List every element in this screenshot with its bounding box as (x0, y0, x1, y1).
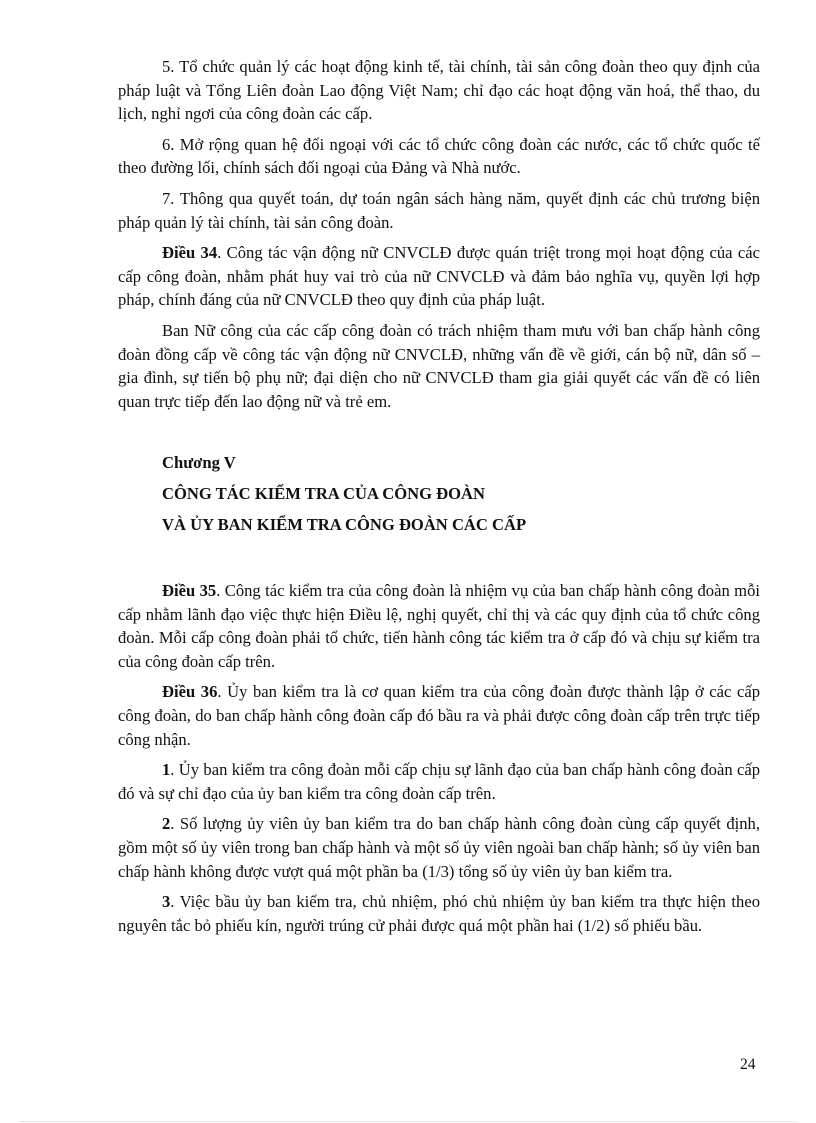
paragraph-5 (118, 55, 760, 126)
page-bottom-divider (20, 1121, 796, 1122)
article-label: Điều 36 (162, 682, 218, 702)
paragraph-women-committee (118, 319, 760, 413)
article-label: Điều 35 (162, 581, 217, 601)
paragraph-text: Ban Nữ công của các cấp công đoàn có trách nhiệm tham mưu với ban chấp hành công đoàn đồng cấp về công tác vận động nữ CNVCLĐ, những vấn đề về giới, cán bộ nữ, dân số – gia đình, sự tiến bộ phụ nữ; đại diện cho nữ CNVCLĐ tham gia giải quyết các vấn đề có liên quan trực tiếp đến lao động nữ và trẻ em. (118, 320, 760, 411)
paragraph-text: . Ủy ban kiểm tra là cơ quan kiểm tra của công đoàn được thành lập ở các cấp công đoàn, do ban chấp hành công đoàn cấp đó bầu ra và phải được công đoàn cấp trên trực tiếp công nhận. (118, 682, 761, 749)
chapter-heading-block (118, 451, 760, 536)
page-body (118, 55, 760, 944)
clause-number: 3 (162, 892, 171, 912)
article-34 (118, 241, 760, 312)
paragraph-6 (118, 133, 760, 180)
article-36-clause-3 (118, 890, 760, 937)
paragraph-text: . Công tác vận động nữ CNVCLĐ được quán triệt trong mọi hoạt động của các cấp công đoàn, nhằm phát huy vai trò của nữ CNVCLĐ và đảm bảo nghĩa vụ, quyền lợi hợp pháp, chính đáng của nữ CNVCLĐ theo quy định của pháp luật. (118, 243, 760, 310)
chapter-title-line-1: CÔNG TÁC KIỂM TRA CỦA CÔNG ĐOÀN (162, 483, 485, 503)
chapter-title-line-2: VÀ ỦY BAN KIỂM TRA CÔNG ĐOÀN CÁC CẤP (162, 514, 527, 534)
paragraph-text: 7. Thông qua quyết toán, dự toán ngân sách hàng năm, quyết định các chủ trương biện pháp quản lý tài chính, tài sản công đoàn. (118, 188, 760, 232)
article-36-clause-1 (118, 758, 760, 805)
paragraph-text: . Việc bầu ủy ban kiểm tra, chủ nhiệm, phó chủ nhiệm ủy ban kiểm tra thực hiện theo nguyên tắc bỏ phiếu kín, người trúng cử phải được quá một phần hai (1/2) số phiếu bầu. (118, 892, 760, 935)
page-number: 24 (740, 1056, 756, 1073)
chapter-number: Chương V (162, 453, 236, 473)
paragraph-text: . Công tác kiểm tra của công đoàn là nhiệm vụ của ban chấp hành công đoàn mỗi cấp nhằm lãnh đạo việc thực hiện Điều lệ, nghị quyết, chỉ thị và các quy định của tổ chức công đoàn. Mỗi cấp công đoàn phải tổ chức, tiến hành công tác kiểm tra ở cấp đó và chịu sự kiểm tra của công đoàn cấp trên. (118, 581, 760, 671)
article-36 (118, 680, 760, 751)
paragraph-text: . Ủy ban kiểm tra công đoàn mỗi cấp chịu sự lãnh đạo của ban chấp hành công đoàn cấp đó và sự chỉ đạo của ủy ban kiểm tra công đoàn cấp trên. (118, 760, 760, 803)
paragraph-7 (118, 187, 760, 234)
article-35 (118, 579, 760, 673)
paragraph-text: 5. Tổ chức quản lý các hoạt động kinh tế, tài chính, tài sản công đoàn theo quy định của pháp luật và Tổng Liên đoàn Lao động Việt Nam; chỉ đạo các hoạt động văn hoá, thể thao, du lịch, nghỉ ngơi của công đoàn các cấp. (118, 57, 760, 124)
clause-number: 1 (162, 760, 171, 780)
paragraph-text: . Số lượng ủy viên ủy ban kiểm tra do ban chấp hành công đoàn cùng cấp quyết định, gồm một số ủy viên trong ban chấp hành và một số ủy viên ngoài ban chấp hành; số ủy viên ban chấp hành không được vượt quá một phần ba (1/3) tổng số ủy viên ủy ban kiểm tra. (118, 814, 760, 881)
article-36-clause-2 (118, 812, 760, 883)
article-label: Điều 34 (162, 243, 218, 263)
paragraph-text: 6. Mở rộng quan hệ đối ngoại với các tổ chức công đoàn các nước, các tổ chức quốc tế theo đường lối, chính sách đối ngoại của Đảng và Nhà nước. (118, 134, 760, 178)
clause-number: 2 (162, 814, 171, 834)
